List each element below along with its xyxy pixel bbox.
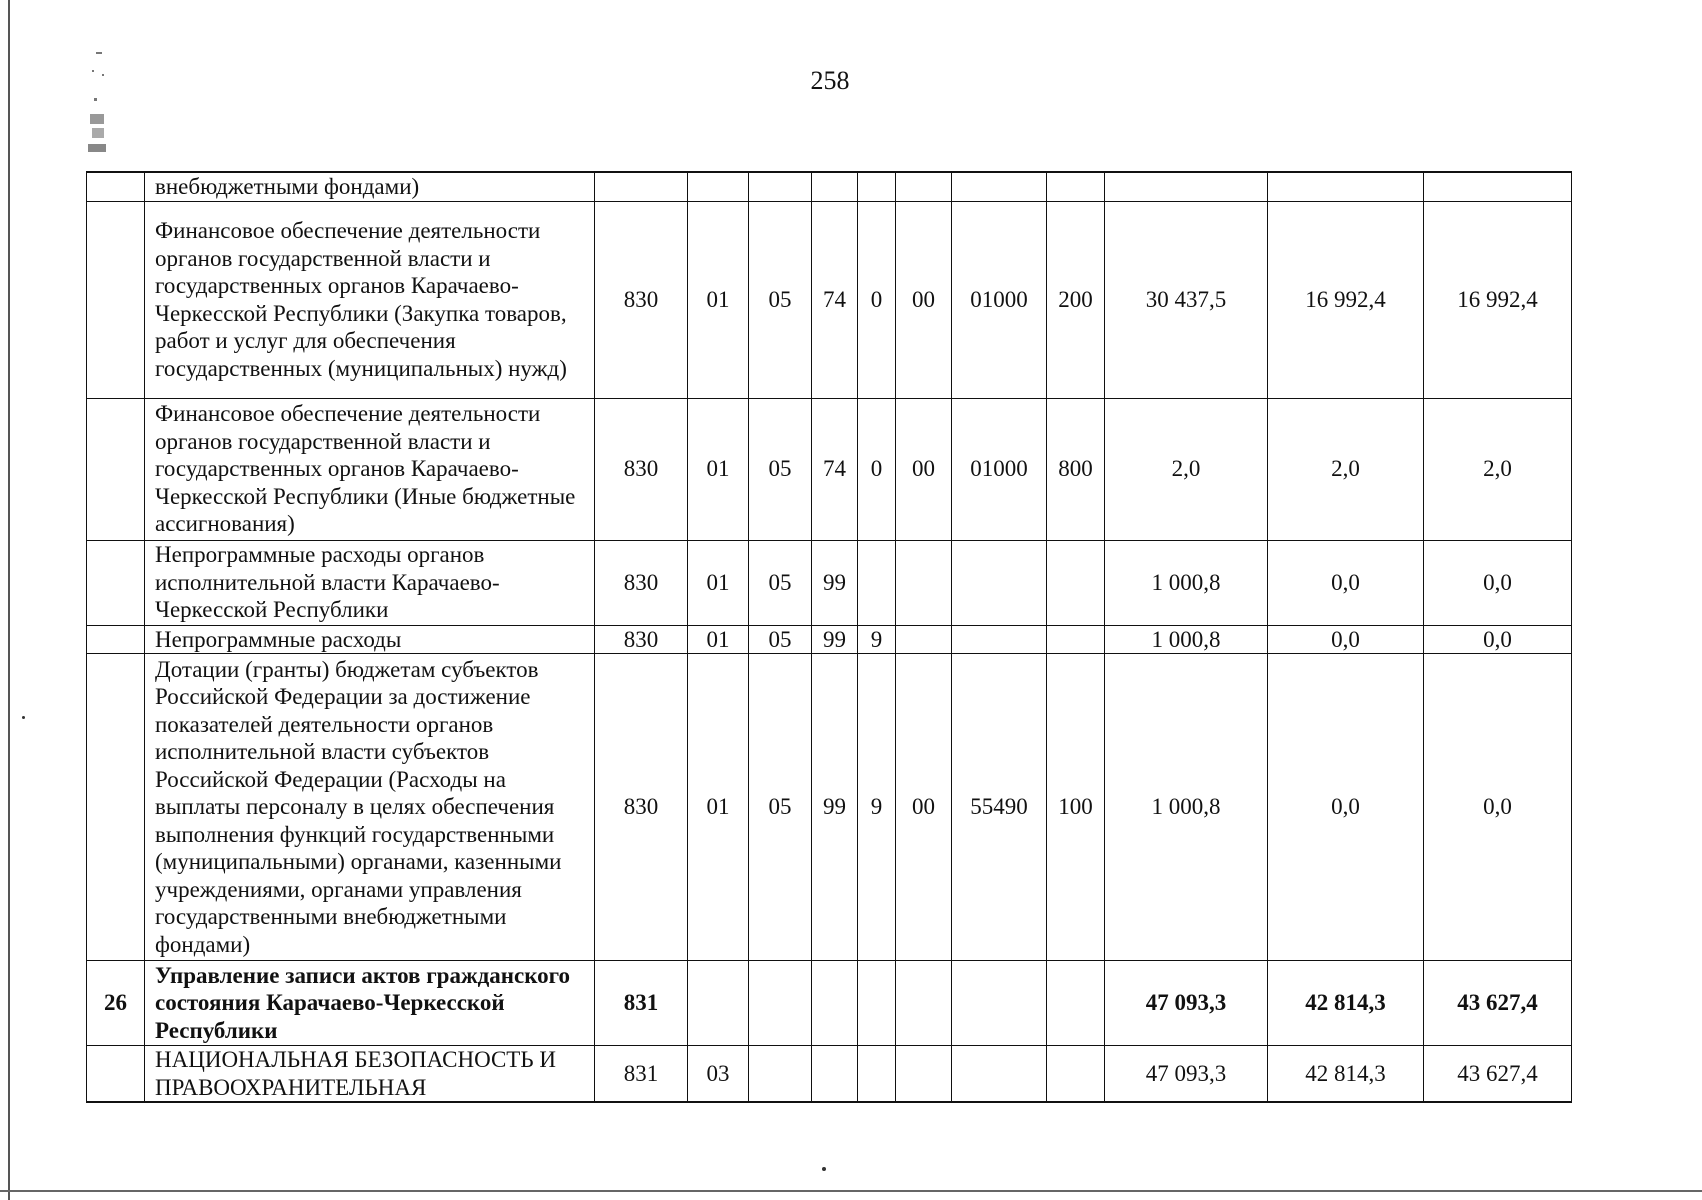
- subprogram-code: [858, 540, 896, 625]
- section-code: [688, 172, 749, 201]
- event-code: [896, 625, 952, 654]
- program-code: [812, 961, 858, 1046]
- row-description: Финансовое обеспечение деятельности органов государственной власти и государственных органов Карачаево-Черкесской Республики (Закупка товаров, работ и услуг для обеспечения государственных (муниципальных) нужд): [145, 201, 595, 398]
- sum-year-1: 30 437,5: [1105, 201, 1268, 398]
- row-description: Финансовое обеспечение деятельности органов государственной власти и государственных органов Карачаево-Черкесской Республики (Иные бюджетные ассигнования): [145, 398, 595, 540]
- event-code: 00: [896, 654, 952, 961]
- table-row: [87, 961, 1572, 1046]
- kvsr-code: 830: [595, 540, 688, 625]
- expense-type-code: 800: [1047, 398, 1105, 540]
- sum-year-3: 2,0: [1424, 398, 1572, 540]
- kvsr-code: 831: [595, 961, 688, 1046]
- sum-year-3: 0,0: [1424, 654, 1572, 961]
- subsection-code: [749, 1046, 812, 1103]
- section-code: 01: [688, 398, 749, 540]
- sum-year-2: 42 814,3: [1268, 961, 1424, 1046]
- sum-year-2: 0,0: [1268, 540, 1424, 625]
- section-code: [688, 961, 749, 1046]
- expense-type-code: [1047, 961, 1105, 1046]
- subprogram-code: [858, 1046, 896, 1103]
- section-code: 01: [688, 201, 749, 398]
- sum-year-3: 43 627,4: [1424, 1046, 1572, 1103]
- section-code: 01: [688, 625, 749, 654]
- subprogram-code: 0: [858, 398, 896, 540]
- table-row: [87, 1046, 1572, 1103]
- kvsr-code: 831: [595, 1046, 688, 1103]
- row-index: [87, 201, 145, 398]
- sum-year-2: [1268, 172, 1424, 201]
- sum-year-2: 16 992,4: [1268, 201, 1424, 398]
- event-code: [896, 540, 952, 625]
- table-row: [87, 654, 1572, 961]
- section-code: 01: [688, 654, 749, 961]
- program-code: 99: [812, 540, 858, 625]
- event-code: 00: [896, 201, 952, 398]
- expense-type-code: [1047, 172, 1105, 201]
- program-code: 74: [812, 201, 858, 398]
- section-code: 03: [688, 1046, 749, 1103]
- direction-code: [952, 625, 1047, 654]
- kvsr-code: 830: [595, 625, 688, 654]
- row-description: Непрограммные расходы: [145, 625, 595, 654]
- row-description: НАЦИОНАЛЬНАЯ БЕЗОПАСНОСТЬ И ПРАВООХРАНИТЕЛЬНАЯ: [145, 1046, 595, 1103]
- kvsr-code: [595, 172, 688, 201]
- budget-table: [86, 171, 1572, 1103]
- row-index: [87, 172, 145, 201]
- sum-year-2: 2,0: [1268, 398, 1424, 540]
- direction-code: 01000: [952, 398, 1047, 540]
- scan-dot: [822, 1167, 826, 1171]
- row-index: [87, 398, 145, 540]
- expense-type-code: [1047, 1046, 1105, 1103]
- sum-year-1: 2,0: [1105, 398, 1268, 540]
- program-code: 99: [812, 654, 858, 961]
- sum-year-2: 0,0: [1268, 625, 1424, 654]
- scan-dot: [22, 716, 25, 719]
- table-row: [87, 625, 1572, 654]
- subprogram-code: 0: [858, 201, 896, 398]
- direction-code: 01000: [952, 201, 1047, 398]
- subsection-code: 05: [749, 540, 812, 625]
- sum-year-3: [1424, 172, 1572, 201]
- program-code: 74: [812, 398, 858, 540]
- subprogram-code: 9: [858, 625, 896, 654]
- row-index: [87, 625, 145, 654]
- sum-year-3: 43 627,4: [1424, 961, 1572, 1046]
- program-code: [812, 1046, 858, 1103]
- direction-code: [952, 1046, 1047, 1103]
- row-description: Управление записи актов гражданского состояния Карачаево-Черкесской Республики: [145, 961, 595, 1046]
- section-code: 01: [688, 540, 749, 625]
- event-code: [896, 1046, 952, 1103]
- subsection-code: 05: [749, 398, 812, 540]
- sum-year-1: 1 000,8: [1105, 654, 1268, 961]
- scan-edge-bottom: [0, 1190, 1702, 1192]
- row-index: [87, 654, 145, 961]
- subsection-code: [749, 961, 812, 1046]
- table-row: [87, 201, 1572, 398]
- table-row: [87, 172, 1572, 201]
- row-index: [87, 540, 145, 625]
- expense-type-code: [1047, 625, 1105, 654]
- sum-year-3: 0,0: [1424, 540, 1572, 625]
- subsection-code: 05: [749, 654, 812, 961]
- sum-year-3: 16 992,4: [1424, 201, 1572, 398]
- sum-year-2: 42 814,3: [1268, 1046, 1424, 1103]
- row-description: внебюджетными фондами): [145, 172, 595, 201]
- table-row: [87, 540, 1572, 625]
- program-code: 99: [812, 625, 858, 654]
- sum-year-1: 1 000,8: [1105, 540, 1268, 625]
- subsection-code: [749, 172, 812, 201]
- direction-code: [952, 172, 1047, 201]
- sum-year-2: 0,0: [1268, 654, 1424, 961]
- row-index: [87, 1046, 145, 1103]
- subsection-code: 05: [749, 201, 812, 398]
- expense-type-code: 200: [1047, 201, 1105, 398]
- direction-code: [952, 540, 1047, 625]
- subprogram-code: 9: [858, 654, 896, 961]
- row-index: 26: [87, 961, 145, 1046]
- expense-type-code: [1047, 540, 1105, 625]
- kvsr-code: 830: [595, 398, 688, 540]
- subsection-code: 05: [749, 625, 812, 654]
- page-number: 258: [810, 66, 850, 95]
- row-description: Дотации (гранты) бюджетам субъектов Российской Федерации за достижение показателей деятельности органов исполнительной власти субъектов Российской Федерации (Расходы на выплаты персоналу в целях обеспечения выполнения функций государственными (муниципальными) органами, казенными учреждениями, органами управления государственными внебюджетными фондами): [145, 654, 595, 961]
- sum-year-1: 47 093,3: [1105, 961, 1268, 1046]
- expense-type-code: 100: [1047, 654, 1105, 961]
- sum-year-1: [1105, 172, 1268, 201]
- sum-year-1: 47 093,3: [1105, 1046, 1268, 1103]
- sum-year-1: 1 000,8: [1105, 625, 1268, 654]
- kvsr-code: 830: [595, 201, 688, 398]
- subprogram-code: [858, 961, 896, 1046]
- sum-year-3: 0,0: [1424, 625, 1572, 654]
- subprogram-code: [858, 172, 896, 201]
- program-code: [812, 172, 858, 201]
- direction-code: [952, 961, 1047, 1046]
- event-code: [896, 172, 952, 201]
- table-row: [87, 398, 1572, 540]
- direction-code: 55490: [952, 654, 1047, 961]
- event-code: [896, 961, 952, 1046]
- event-code: 00: [896, 398, 952, 540]
- row-description: Непрограммные расходы органов исполнительной власти Карачаево-Черкесской Республики: [145, 540, 595, 625]
- kvsr-code: 830: [595, 654, 688, 961]
- scan-edge-left: [8, 0, 10, 1200]
